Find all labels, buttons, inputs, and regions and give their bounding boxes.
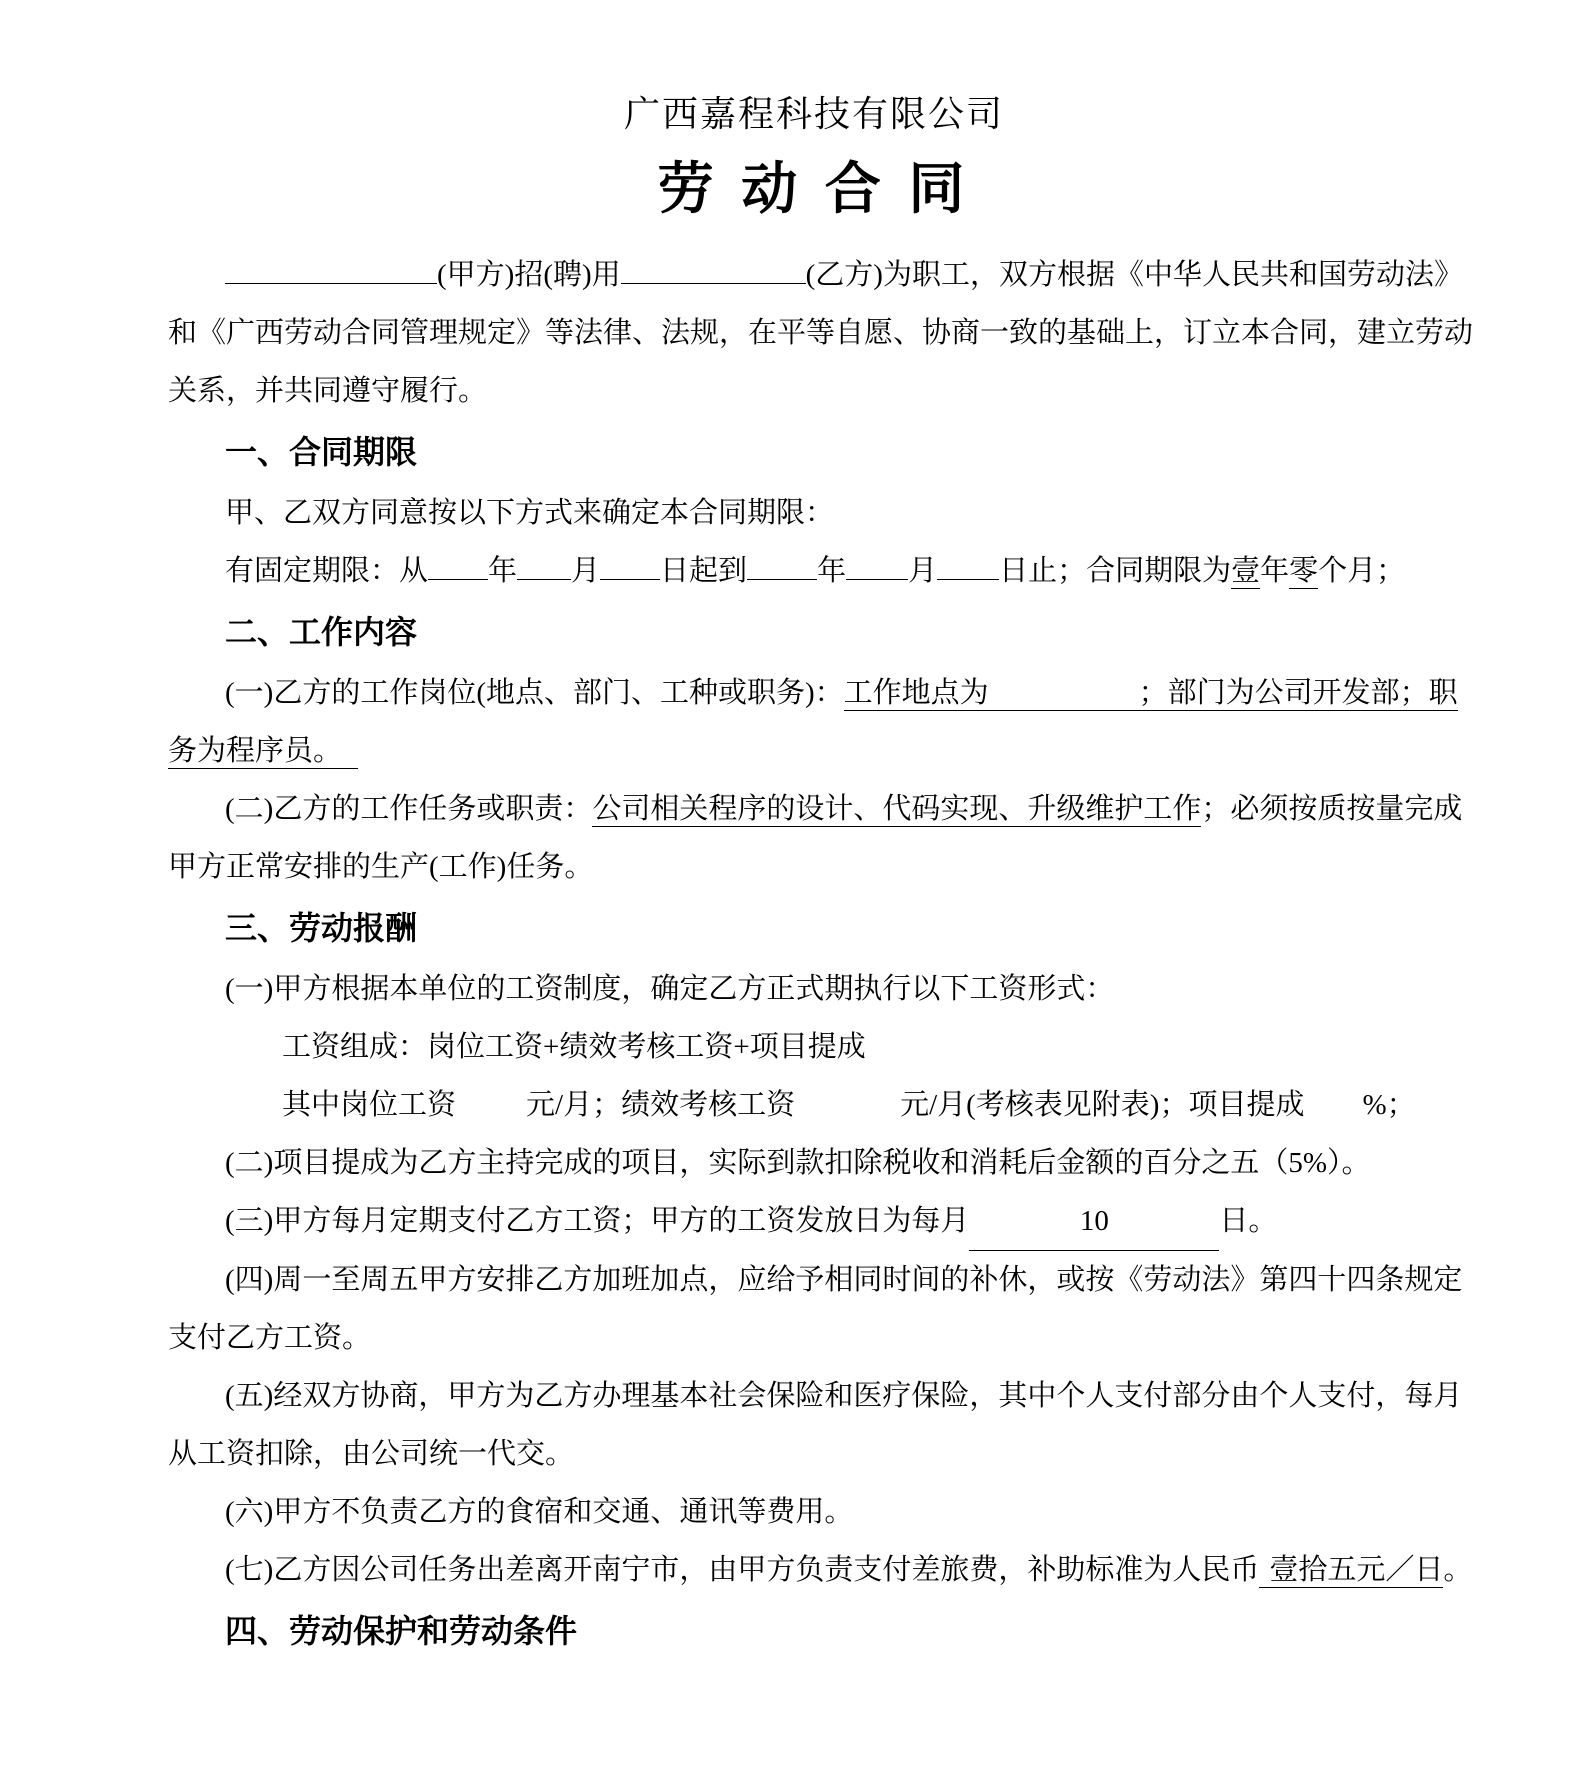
travel-allowance-filled [1259,1554,1443,1588]
job-duty-suffix: ；必须按质按量完成 [1201,793,1463,825]
travel-allowance-line [168,1541,1473,1599]
job-position-filled [844,677,1458,711]
end-month-blank [846,547,908,580]
department-filled: ；部门为公司开发部；职 [1138,677,1458,709]
contract-body [168,246,1474,1663]
work-location-blank [989,672,1139,702]
company-name: 广西嘉程科技有限公司 [623,94,1004,134]
intro-text-after-party-a: (甲方)招(聘)用 [437,259,621,291]
start-year-blank [428,547,488,580]
commission-label: 元/月(考核表见附表)；项目提成 [900,1089,1305,1121]
travel-allowance-prefix: (七)乙方因公司任务出差离开南宁市，由甲方负责支付差旅费，补助标准为人民币 [225,1554,1260,1586]
job-duty-line-2: 甲方正常安排的生产(工作)任务。 [168,851,594,883]
position-underline-tail [342,730,358,760]
party-b-blank [621,251,806,284]
wage-detail-line [168,1076,1460,1134]
perf-wage-blank [795,1084,900,1114]
job-duty-filled: 公司相关程序的设计、代码实现、升级维护工作 [592,793,1202,825]
base-wage-blank [456,1084,526,1114]
perf-wage-label: 元/月；绩效考核工资 [526,1089,796,1121]
start-day-blank [600,547,660,580]
month-label: 月 [571,555,601,587]
end-month-label: 月 [908,555,938,587]
section-2-heading: 二、工作内容 [225,614,418,650]
overtime-line-2: 支付乙方工资。 [168,1322,372,1354]
section-4-heading: 四、劳动保护和劳动条件 [225,1613,578,1649]
job-duty-label: (二)乙方的工作任务或职责： [225,793,593,825]
wage-composition-line: 工资组成：岗位工资+绩效考核工资+项目提成 [282,1031,866,1063]
document-header [168,88,1460,228]
position-filled [168,735,358,769]
end-year-blank [747,547,817,580]
duration-months-value: 零 [1289,555,1319,587]
intro-text-after-party-b: (乙方)为职工，双方根据《中华人民共和国劳动法》 [805,259,1463,291]
section-1-heading: 一、合同期限 [225,434,418,470]
travel-allowance-lead-gap [1259,1549,1269,1579]
intro-line-3: 关系，并共同遵守履行。 [168,375,488,407]
intro-line-2: 和《广西劳动合同管理规定》等法律、法规，在平等自愿、协商一致的基础上，订立本合同，建立劳动 [168,317,1474,349]
section-3-heading: 三、劳动报酬 [225,910,418,946]
pay-day-value: 10 [969,1192,1219,1251]
job-position-label: (一)乙方的工作岗位(地点、部门、工种或职务)： [225,677,844,709]
intro-line-1 [168,246,1463,304]
commission-rule-line: (二)项目提成为乙方主持完成的项目，实际到款扣除税收和消耗后金额的百分之五（5%）。 [225,1147,1371,1179]
duration-years-unit: 年 [1260,555,1290,587]
party-a-blank [225,251,437,284]
job-position-line [168,664,1460,722]
work-location-prefix: 工作地点为 [843,677,989,709]
end-day-blank [937,547,999,580]
term-agreement-line: 甲、乙双方同意按以下方式来确定本合同期限： [225,497,835,529]
travel-allowance-suffix: 。 [1443,1554,1473,1586]
wage-form-line: (一)甲方根据本单位的工资制度，确定乙方正式期执行以下工资形式： [225,973,1115,1005]
position-filled-text: 务为程序员。 [168,735,343,767]
travel-allowance-value: 壹拾五元／日 [1269,1554,1444,1586]
duration-years-value: 壹 [1231,555,1261,587]
fixed-term-prefix: 有固定期限：从 [225,555,429,587]
overtime-line-1: (四)周一至周五甲方安排乙方加班加点，应给予相同时间的补休，或按《劳动法》第四十四条规定 [225,1264,1463,1296]
start-month-blank [517,547,571,580]
term-duration-label: 日止；合同期限为 [999,555,1232,587]
job-duty-line-1 [168,780,1463,838]
pay-day-prefix: (三)甲方每月定期支付乙方工资；甲方的工资发放日为每月 [225,1205,970,1237]
year-label: 年 [488,555,518,587]
fixed-term-line [168,542,1460,600]
expenses-line: (六)甲方不负责乙方的食宿和交通、通讯等费用。 [225,1496,854,1528]
commission-blank [1304,1084,1362,1114]
day-to-label: 日起到 [660,555,748,587]
pay-day-suffix: 日。 [1219,1205,1278,1237]
insurance-line-2: 从工资扣除，由公司统一代交。 [168,1438,575,1470]
base-wage-label: 其中岗位工资 [282,1089,457,1121]
pay-day-line [168,1192,1460,1251]
duration-months-unit: 个月； [1318,555,1406,587]
percent-label: %； [1362,1089,1416,1121]
end-year-label: 年 [817,555,847,587]
insurance-line-1: (五)经双方协商，甲方为乙方办理基本社会保险和医疗保险，其中个人支付部分由个人支付，每月 [225,1380,1463,1412]
contract-title: 劳 动 合 同 [657,157,971,220]
job-position-line-2 [168,722,1460,780]
